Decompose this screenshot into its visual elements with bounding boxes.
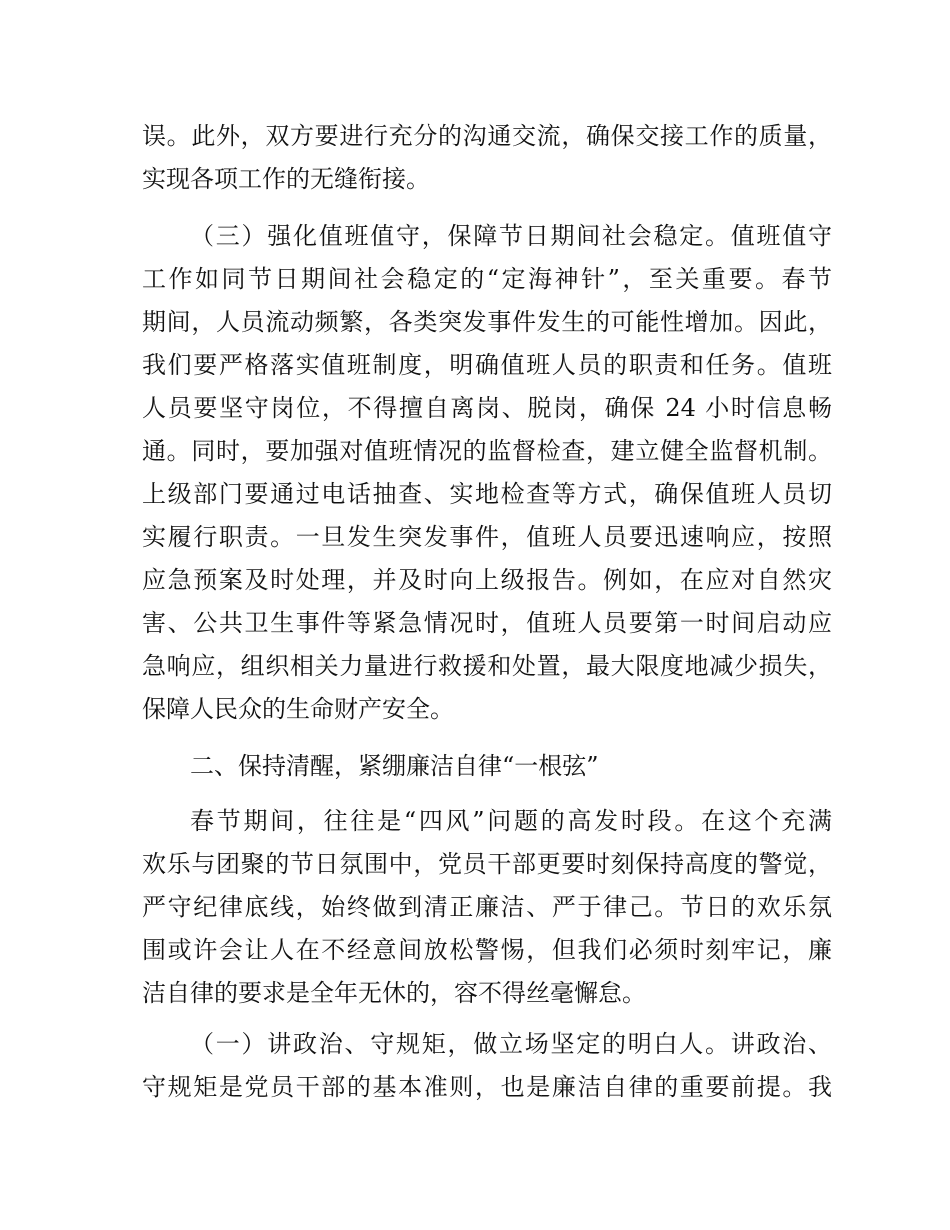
text-line: 人员要坚守岗位，不得擅自离岗、脱岗，确保 24 小时信息畅	[142, 394, 832, 422]
text-line: 洁自律的要求是全年无休的，容不得丝毫懈怠。	[142, 979, 646, 1007]
text-line: 围或许会让人在不经意间放松警惕，但我们必须时刻牢记，廉	[142, 936, 832, 964]
text-line: 守规矩是党员干部的基本准则，也是廉洁自律的重要前提。我	[142, 1073, 832, 1101]
text-line: 保障人民众的生命财产安全。	[142, 695, 454, 723]
paragraph-spring-festival	[142, 800, 832, 1015]
paragraph-duty	[142, 215, 832, 731]
text-line: 春节期间，往往是“四风”问题的高发时段。在这个充满	[190, 807, 832, 835]
paragraph-continued	[142, 115, 832, 201]
text-line: 误。此外，双方要进行充分的沟通交流，确保交接工作的质量，	[142, 122, 832, 150]
text-line: 上级部门要通过电话抽查、实地检查等方式，确保值班人员切	[142, 480, 832, 508]
text-line: 害、公共卫生事件等紧急情况时，值班人员要第一时间启动应	[142, 609, 832, 637]
text-line: 实履行职责。一旦发生突发事件，值班人员要迅速响应，按照	[142, 523, 832, 551]
text-line: （一）讲政治、守规矩，做立场坚定的明白人。讲政治、	[190, 1030, 832, 1058]
text-line: 我们要严格落实值班制度，明确值班人员的职责和任务。值班	[142, 351, 832, 379]
paragraph-politics	[142, 1023, 832, 1109]
text-line: 急响应，组织相关力量进行救援和处置，最大限度地减少损失，	[142, 652, 832, 680]
text-line: 期间，人员流动频繁，各类突发事件发生的可能性增加。因此，	[142, 308, 832, 336]
text-line: 欢乐与团聚的节日氛围中，党员干部更要时刻保持高度的警觉，	[142, 850, 832, 878]
text-line: 工作如同节日期间社会稳定的“定海神针”，至关重要。春节	[142, 265, 832, 293]
heading-text: 二、保持清醒，紧绷廉洁自律“一根弦”	[190, 752, 599, 780]
section-heading	[142, 745, 832, 788]
text-line: 实现各项工作的无缝衔接。	[142, 165, 430, 193]
text-line: 通。同时，要加强对值班情况的监督检查，建立健全监督机制。	[142, 437, 832, 465]
text-line: （三）强化值班值守，保障节日期间社会稳定。值班值守	[190, 222, 832, 250]
text-line: 严守纪律底线，始终做到清正廉洁、严于律己。节日的欢乐氛	[142, 893, 832, 921]
text-line: 应急预案及时处理，并及时向上级报告。例如，在应对自然灾	[142, 566, 832, 594]
